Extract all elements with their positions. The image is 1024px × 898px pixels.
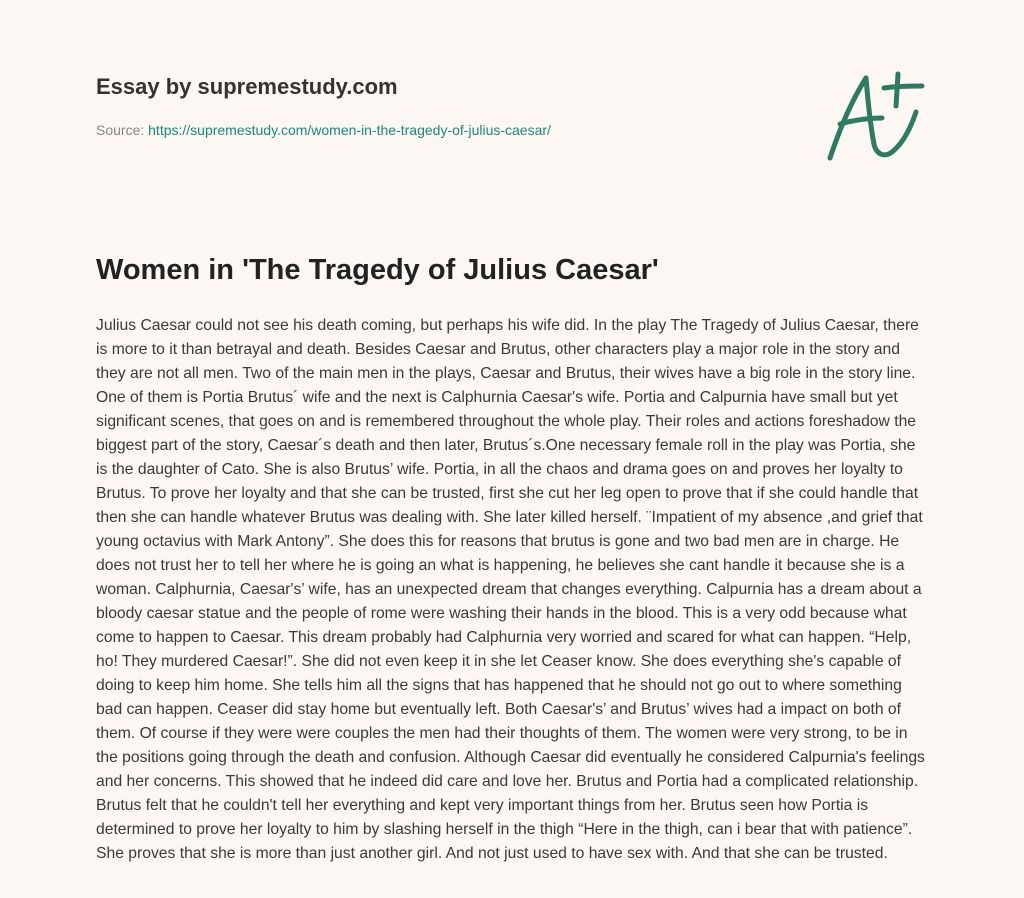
source-label: Source:: [96, 122, 149, 138]
site-title: Essay by supremestudy.com: [96, 74, 398, 99]
essay-body: Julius Caesar could not see his death coming, but perhaps his wife did. In the play The Tragedy of Julius Caesar, there is more to it than betrayal and death. Besides Caesar and Brutus, other characters play a major role in the story and they are not all men. Two of the main men in the plays, Caesar and Brutus, their wives have a big role in the story line. One of them is Portia Brutus´ wife and the next is Calphurnia Caesar's wife. Portia and Calpurnia have small but yet significant scenes, that goes on and is remembered throughout the whole play. Their roles and actions foreshadow the biggest part of the story, Caesar´s death and then later, Brutus´s.One necessary female roll in the play was Portia, she is the daughter of Cato. She is also Brutus’ wife. Portia, in all the chaos and drama goes on and proves her loyalty to Brutus. To prove her loyalty and that she can be trusted, first she cut her leg open to prove that if she could handle that then she can handle whatever Brutus was dealing with. She later killed herself. ¨Impatient of my absence ,and grief that young octavius with Mark Antony”. She does this for reasons that brutus is gone and two bad men are in charge. He does not trust her to tell her where he is going an what is happening, he believes she cant handle it because she is a woman. Calphurnia, Caesar's’ wife, has an unexpected dream that changes everything. Calpurnia has a dream about a bloody caesar statue and the people of rome were washing their hands in the blood. This is a very odd because what come to happen to Caesar. This dream probably had Calphurnia very worried and scared for what can happen. “Help, ho! They murdered Caesar!”. She did not even keep it in she let Ceaser know. She does everything she's capable of doing to keep him home. She tells him all the signs that has happened that he should not go out to where something bad can happen. Ceaser did stay home but eventually left. Both Caesar's’ and Brutus’ wives had a impact on both of them. Of course if they were were couples the men had their thoughts of them. The women were very strong, to be in the positions going through the death and confusion. Although Caesar did eventually he considered Calpurnia's feelings and her concerns. This showed that he indeed did care and love her. Brutus and Portia had a complicated relationship. Brutus felt that he couldn't tell her everything and kept very important things from her. Brutus seen how Portia is determined to prove her loyalty to him by slashing herself in the thigh “Here in the thigh, can i bear that with patience”. She proves that she is more than just another girl. And not just used to have sex with. And that she can be trusted.: [96, 317, 925, 862]
essay-title: Women in 'The Tragedy of Julius Caesar': [96, 254, 659, 286]
a-plus-logo-icon: [818, 66, 930, 170]
source-line: [96, 122, 551, 138]
source-link[interactable]: https://supremestudy.com/women-in-the-tragedy-of-julius-caesar/: [148, 122, 551, 138]
